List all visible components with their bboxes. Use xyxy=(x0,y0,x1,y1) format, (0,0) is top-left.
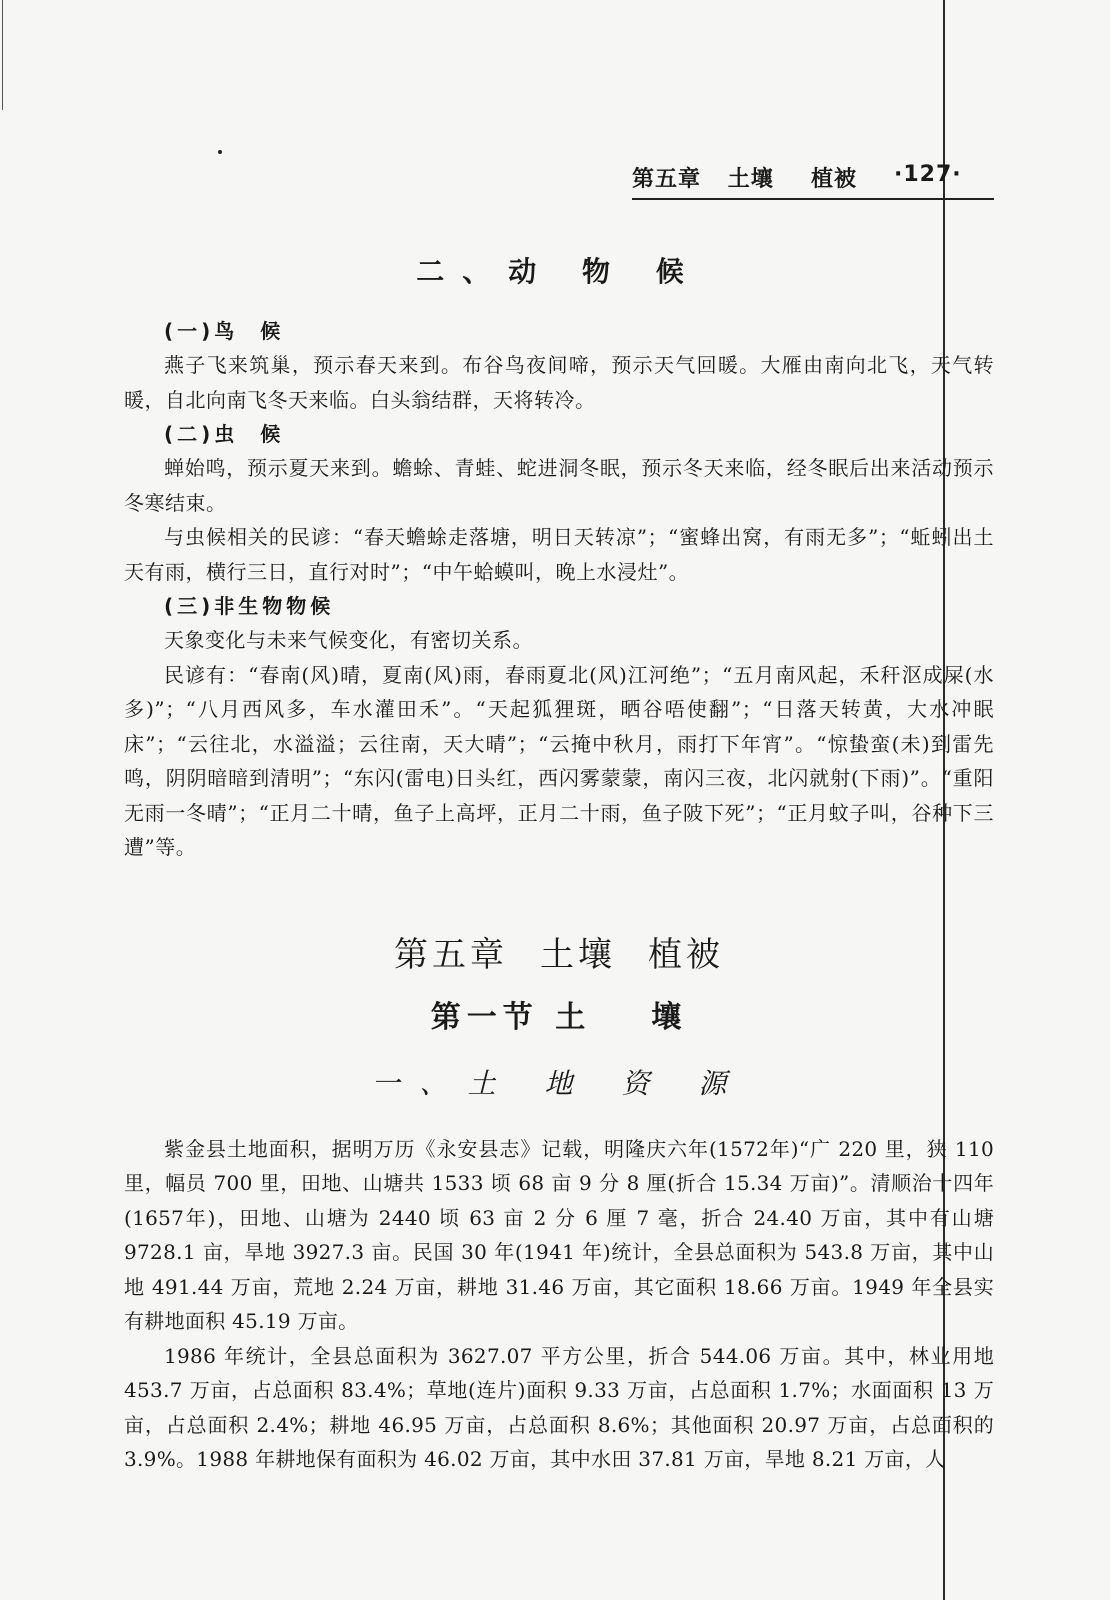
section-title-part2: 壤 xyxy=(651,999,688,1035)
header-rule xyxy=(632,198,994,200)
paragraph-land-history: 紫金县土地面积，据明万历《永安县志》记载，明隆庆六年(1572年)“广 220 里，狭 110 里，幅员 700 里，田地、山塘共 1533 顷 68 亩 9 分 8 厘(折合 15.34 万亩)”。清顺治十四年(1657年)，田地、山塘为 2440 顷 63 亩 2 分 6 厘 7 毫，折合 24.40 万亩，其中有山塘 9728.1 亩，旱地 3927.3 亩。民国 30 年(1941 年)统计，全县总面积为 543.8 万亩，其中山地 491.44 万亩，荒地 2.24 万亩，耕地 31.46 万亩，其它面积 18.66 万亩。1949 年全县实有耕地面积 45.19 万亩。 xyxy=(124,1136,994,1333)
paragraph-birds: 燕子飞来筑巢，预示春天来到。布谷鸟夜间啼，预示天气回暖。大雁由南向北飞，天气转暖，自北向南飞冬天来临。白头翁结群，天将转冷。 xyxy=(124,353,994,412)
paragraph-insects-2: 与虫候相关的民谚：“春天蟾蜍走落塘，明日天转凉”；“蜜蜂出窝，有雨无多”；“蚯蚓出土天有雨，横行三日，直行对时”；“中午蛤蟆叫，晚上水浸灶”。 xyxy=(124,525,994,584)
section-title-part1: 第一节 土 xyxy=(430,999,592,1035)
page-number: ·127· xyxy=(894,162,962,187)
paragraph-land-1986: 1986 年统计，全县总面积为 3627.07 平方公里，折合 544.06 万亩。其中，林业用地 453.7 万亩，占总面积 83.4%；草地(连片)面积 9.33 万亩，占总面积 1.7%；水面面积 13 万亩，占总面积 2.4%；耕地 46.95 万亩，占总面积 8.6%；其他面积 20.97 万亩，占总面积的 3.9%。1988 年耕地保有面积为 46.02 万亩，其中水田 37.81 万亩，旱地 8.21 万亩，人 xyxy=(124,1343,994,1471)
header-title: 土壤 植被 xyxy=(727,167,858,192)
chapter-number: 第五章 xyxy=(394,934,508,975)
section-title xyxy=(124,992,994,1036)
subheading-birds: (一)鸟 候 xyxy=(164,319,285,343)
page-body xyxy=(124,250,994,1477)
scan-edge-line xyxy=(2,0,3,110)
chapter-title xyxy=(124,927,994,976)
subsection-title: 一、土 地 资 源 xyxy=(371,1066,747,1100)
header-chapter: 第五章 xyxy=(632,167,702,192)
chapter-name-vegetation: 植被 xyxy=(648,934,724,975)
subheading-insects: (二)虫 候 xyxy=(164,422,285,446)
chapter-name-soil: 土壤 xyxy=(540,934,616,975)
section-heading-animal-phenology: 二、动 物 候 xyxy=(416,255,702,288)
subheading-nonbiological: (三)非生物物候 xyxy=(164,594,335,618)
paragraph-nonbio-1: 天象变化与未来气候变化，有密切关系。 xyxy=(164,628,533,652)
running-header xyxy=(632,162,992,193)
paragraph-insects-1: 蝉始鸣，预示夏天来到。蟾蜍、青蛙、蛇进洞冬眠，预示冬天来临，经冬眠后出来活动预示冬寒结束。 xyxy=(124,456,994,515)
paragraph-nonbio-2: 民谚有：“春南(风)晴，夏南(风)雨，春雨夏北(风)江河绝”；“五月南风起，禾秆沤成屎(水多)”；“八月西风多，车水灌田禾”。“天起狐狸斑，晒谷唔使翻”；“日落天转黄，大水冲眠床”；“云往北，水溢溢；云往南，天大晴”；“云掩中秋月，雨打下年宵”。“惊蛰蛮(未)到雷先鸣，阴阴暗暗到清明”；“东闪(雷电)日头红，西闪雾蒙蒙，南闪三夜，北闪就射(下雨)”。“重阳无雨一冬晴”；“正月二十晴，鱼子上高坪，正月二十雨，鱼子陂下死”；“正月蚊子叫，谷种下三遭”等。 xyxy=(124,662,994,859)
scan-speck xyxy=(218,150,222,154)
